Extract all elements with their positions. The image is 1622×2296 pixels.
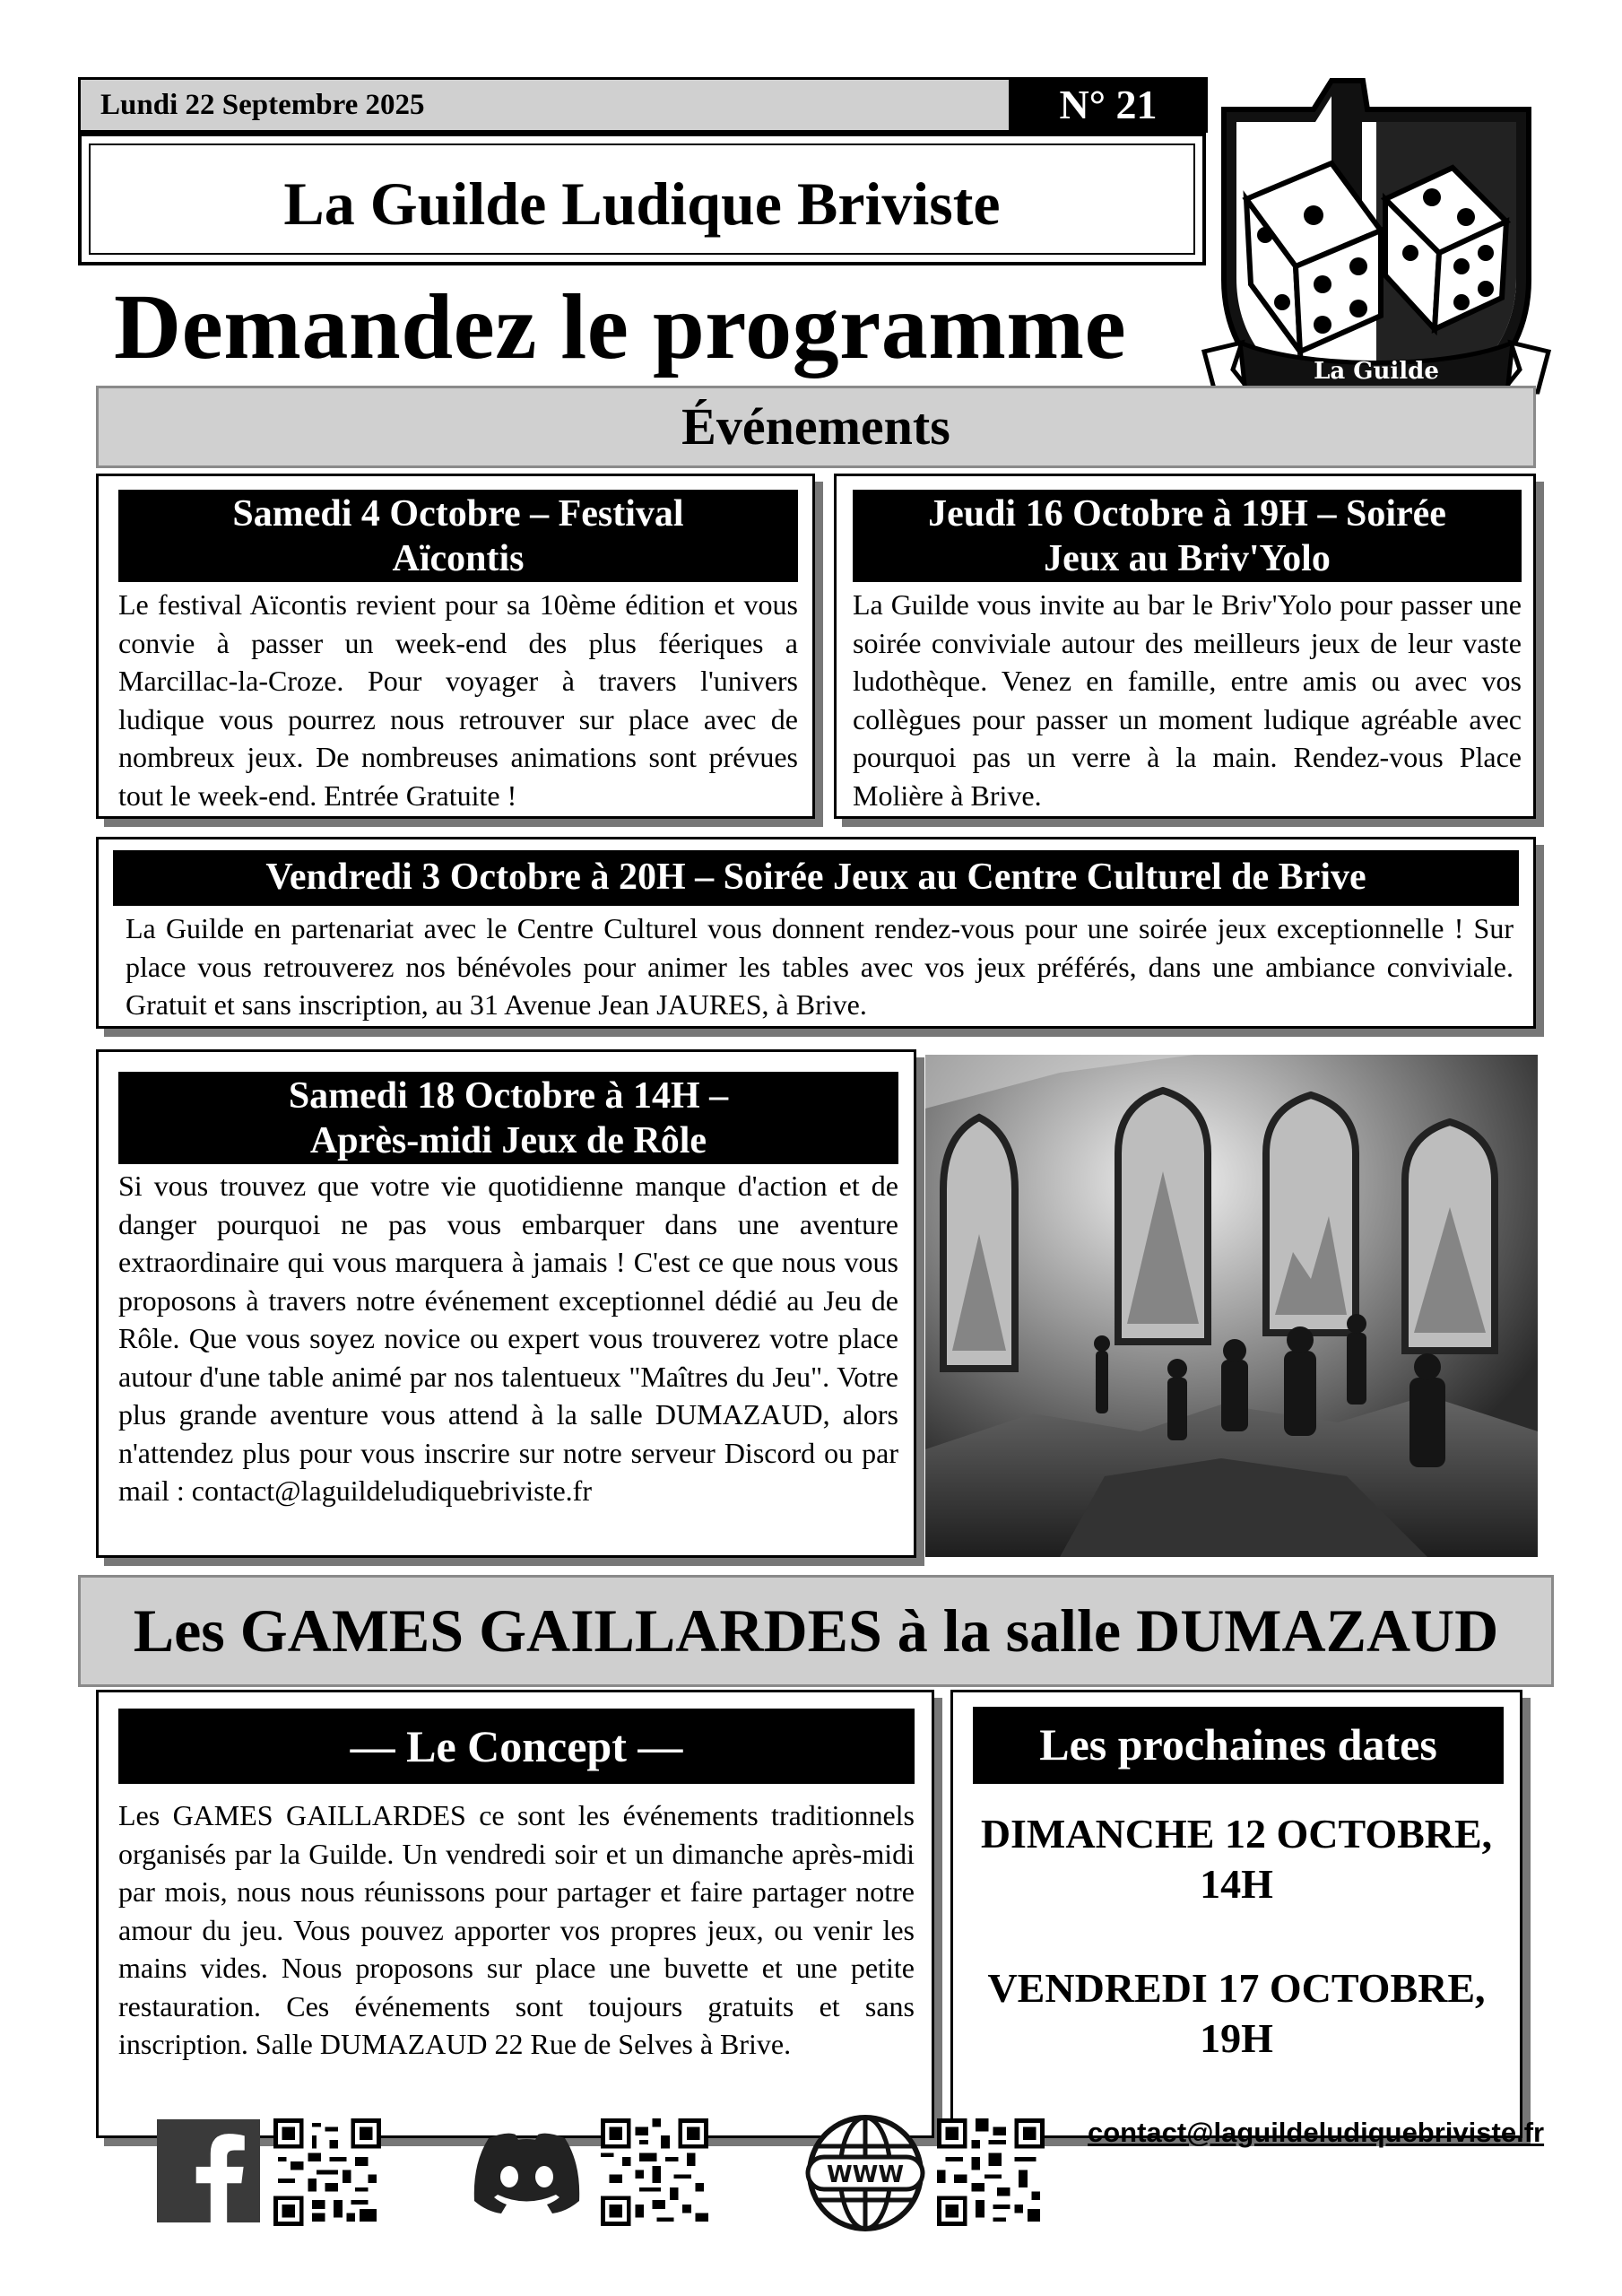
- event-description: La Guilde en partenariat avec le Centre Culturel vous donnent rendez-vous pour une soirée jeux exceptionnelle ! Sur place vous retrouverez nos bénévoles pour animer les tables avec vos jeux préférés, dans une ambiance conviviale. Gratuit et sans inscription, au 31 Avenue Jean JAURES, à Brive.: [126, 912, 1514, 1021]
- event-title: Samedi 18 Octobre à 14H – Après-midi Jeux de Rôle: [118, 1072, 898, 1164]
- next-dates-title: Les prochaines dates: [973, 1707, 1504, 1784]
- event-description: Si vous trouvez que votre vie quotidienne manque d'action et de danger pourquoi ne pas vous embarquer dans une aventure extraordinaire qui vous marquera à jamais ! C'est ce que nous vous proposons à travers notre événement exceptionnel dédié au Jeu de Rôle. Que vous soyez novice ou expert vous trouverez votre place autour d'une table animé par nos talentueux "Maîtres du Jeu". Votre plus grande aventure vous attend à la salle DUMAZAUD, alors n'attendez plus pour vous inscrire sur notre serveur Discord ou par mail : contact@laguildeludiquebriviste.fr: [118, 1170, 898, 1507]
- svg-text:WWW: WWW: [826, 2161, 905, 2188]
- event-title: Vendredi 3 Octobre à 20H – Soirée Jeux au Centre Culturel de Brive: [113, 850, 1519, 906]
- svg-text:La Guilde: La Guilde: [1314, 358, 1439, 385]
- event-title: Jeudi 16 Octobre à 19H – Soirée Jeux au Briv'Yolo: [853, 490, 1522, 582]
- event-box-jeux-de-role: [96, 1049, 916, 1558]
- concept-box: [96, 1690, 934, 2138]
- main-title: Demandez le programme: [114, 275, 1127, 378]
- website-qr-code[interactable]: [937, 2118, 1045, 2226]
- issue-number: N° 21: [1009, 77, 1208, 133]
- facebook-icon[interactable]: [157, 2119, 260, 2222]
- rpg-illustration: [925, 1055, 1538, 1557]
- event-description: La Guilde vous invite au bar le Briv'Yolo pour passer une soirée conviviale autour des meilleurs jeux de leur vaste ludothèque. Venez en famille, entre amis ou avec vos collègues pour passer un moment ludique agréable avec pourquoi pas un verre à la main. Rendez-vous Place Molière à Brive.: [853, 588, 1522, 812]
- events-banner: Événements: [96, 386, 1536, 468]
- discord-icon[interactable]: [466, 2127, 587, 2217]
- event-box-brivyolo: [834, 474, 1536, 819]
- title-frame: [78, 133, 1206, 265]
- concept-text: Les GAMES GAILLARDES ce sont les événements traditionnels organisés par la Guilde. Un vendredi soir et un dimanche après-midi par mois, nous nous réunissons pour partager et faire partager notre amour du jeu. Vous pouvez apporter vos propres jeux, ou venir les mains vides. Nous proposons sur place une buvette et une petite restauration. Ces événements sont toujours gratuits et sans inscription. Salle DUMAZAUD 22 Rue de Selves à Brive.: [118, 1799, 915, 2060]
- discord-qr-code[interactable]: [601, 2118, 708, 2226]
- event-box-centre-culturel: [96, 837, 1536, 1029]
- next-date-2: VENDREDI 17 OCTOBRE, 19H: [987, 1965, 1486, 2061]
- event-title: Samedi 4 Octobre – Festival Aïcontis: [118, 490, 798, 582]
- event-box-festival: [96, 474, 815, 819]
- next-date-1: DIMANCHE 12 OCTOBRE, 14H: [980, 1811, 1493, 1907]
- games-gaillardes-banner: Les GAMES GAILLARDES à la salle DUMAZAUD: [78, 1575, 1554, 1687]
- next-dates-box: [950, 1690, 1522, 2138]
- issue-date: Lundi 22 Septembre 2025: [100, 89, 425, 121]
- guild-title: La Guilde Ludique Briviste: [283, 170, 1001, 238]
- www-icon[interactable]: [804, 2112, 926, 2234]
- facebook-qr-code[interactable]: [273, 2118, 381, 2226]
- concept-title: — Le Concept —: [118, 1709, 915, 1784]
- event-description: Le festival Aïcontis revient pour sa 10ème édition et vous convie à passer un week-end des plus féeriques a Marcillac-la-Croze. Pour voyager à travers l'univers ludique vous pourrez nous retrouver sur place avec de nombreux jeux. De nombreuses animations sont prévues tout le week-end. Entrée Gratuite !: [118, 588, 798, 812]
- contact-email-link[interactable]: contact@laguildeludiquebriviste.fr: [1088, 2117, 1545, 2148]
